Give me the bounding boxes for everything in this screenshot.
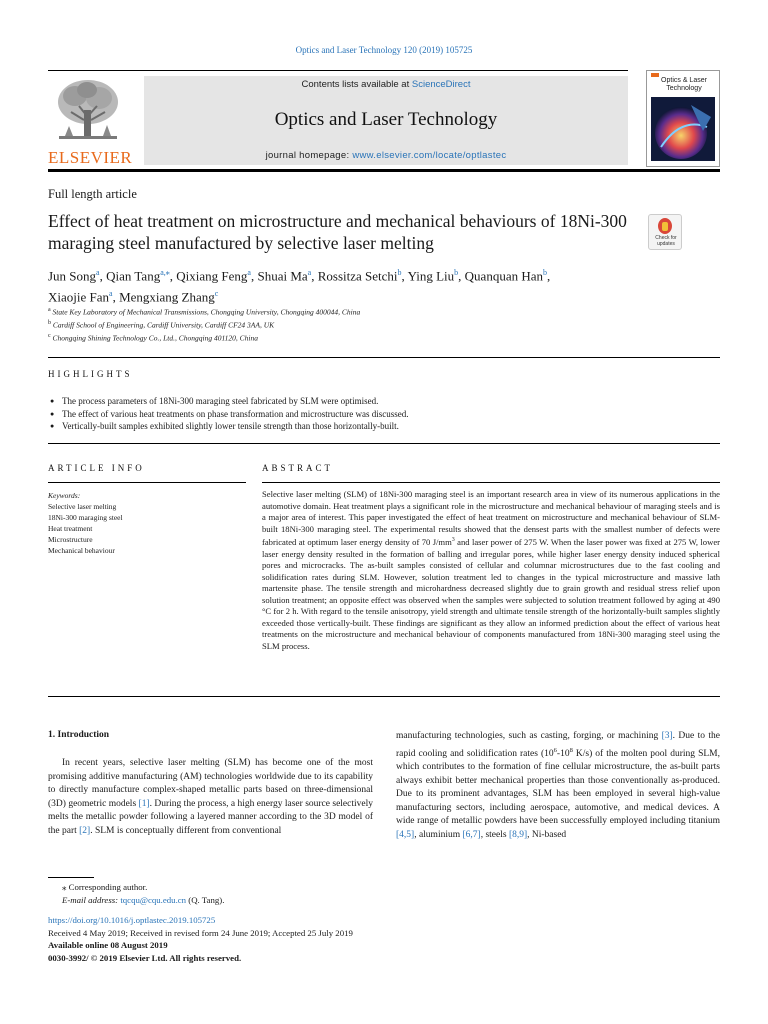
body-column-right <box>396 730 720 842</box>
corresponding-author-note: ⁎ Corresponding author. <box>62 882 148 892</box>
keyword-item: 18Ni-300 maraging steel <box>48 513 123 522</box>
keyword-item: Microstructure <box>48 535 93 544</box>
body-text: , aluminium <box>414 829 463 840</box>
body-column-left <box>48 757 373 838</box>
affiliation-item <box>48 331 548 344</box>
author-affiliation-mark[interactable]: b <box>543 268 547 277</box>
author-affiliation-mark[interactable]: c <box>214 289 219 299</box>
body-text: manufacturing technologies, such as casting, forging, or machining <box>396 731 662 741</box>
keywords-block <box>48 490 238 556</box>
author-name[interactable]: Ying Liu <box>407 268 455 284</box>
email-link[interactable]: tqcqu@cqu.edu.cn <box>120 894 187 905</box>
body-text: K/s) of the molten pool during SLM, which contributes to the formation of fine cellular microstructure, the as-built parts always exhibit better mechanical properties than those conventionally as-produced. Due to its prominent advantages, SLM has been employed in several high-value manufacturing sectors, including aerospace, automotive, and medical devices. A wide range of metallic powders have been successfully employed including titanium <box>396 748 720 827</box>
body-text: In recent years, selective laser melting (SLM) has become one of the most promising additive manufacturing (AM) technologies worldwide due to its capability to directly manufacture complex-shaped metallic parts based on three-dimensional (3D) geometric models <box>48 758 373 809</box>
journal-title: Optics and Laser Technology <box>274 109 498 130</box>
citation-link[interactable]: [6,7] <box>462 829 481 840</box>
author-affiliation-mark[interactable]: a <box>109 289 113 299</box>
affiliation-key: b <box>48 320 51 326</box>
author-affiliation-mark[interactable]: a <box>247 268 251 277</box>
citation-link[interactable]: [8,9] <box>508 829 528 840</box>
journal-masthead <box>48 70 720 173</box>
abstract-text <box>262 489 720 653</box>
elsevier-logo[interactable] <box>48 76 133 167</box>
article-info-rule <box>48 482 246 483</box>
body-text: , steels <box>480 829 509 840</box>
body-text: , Ni-based <box>527 829 567 840</box>
affiliation-list <box>48 305 548 344</box>
citation-link[interactable]: [4,5] <box>396 829 415 840</box>
doi-link[interactable]: https://doi.org/10.1016/j.optlastec.2019.105725 <box>48 915 216 925</box>
author-list: Jun Song$^a$, Qian Tang$^{a,⁎}$, Qixiang Feng$^a$, Shuai Ma$^a$, Rossitza Setchi$^b$, Ying Liu$^b$, Quanquan Han$^b$, Xiaojie Fan$^a$, Mengxiang Zhang$^c$ <box>48 268 551 305</box>
highlights-heading: HIGHLIGHTS <box>48 369 133 379</box>
masthead-bottom-rule <box>48 169 720 172</box>
homepage-link[interactable]: www.elsevier.com/locate/optlastec <box>352 150 507 161</box>
abstract-superscript: 3 <box>451 537 455 544</box>
publication-info <box>48 914 548 964</box>
author-name[interactable]: Mengxiang Zhang <box>119 289 215 305</box>
body-text: . SLM is conceptually different from conventional <box>90 825 282 836</box>
body-superscript: 8 <box>569 746 573 754</box>
sciencedirect-link[interactable]: ScienceDirect <box>411 79 471 90</box>
body-text: . Due to the rapid cooling and solidification rates (10 <box>396 731 720 759</box>
author-affiliation-mark[interactable]: a,⁎ <box>160 268 170 277</box>
highlight-item: ● The effect of various heat treatments on phase transformation and microstructure was discussed. <box>50 408 710 421</box>
journal-cover-thumbnail[interactable] <box>646 70 720 167</box>
email-suffix: (Q. Tang). <box>186 894 225 905</box>
elsevier-tree-icon <box>53 76 123 146</box>
highlight-item: ● The process parameters of 18Ni-300 maraging steel fabricated by SLM were optimised. <box>50 395 710 408</box>
author-affiliation-mark[interactable]: b <box>397 268 402 277</box>
article-info-heading: ARTICLE INFO <box>48 463 145 473</box>
highlight-item: ● Vertically-built samples exhibited slightly lower tensile strength than those horizontally-built. <box>50 420 710 433</box>
highlights-top-rule <box>48 357 720 358</box>
author-affiliation-mark[interactable]: b <box>454 268 459 277</box>
crossmark-label: Check for updates <box>655 235 677 247</box>
email-note <box>48 894 448 907</box>
citation-link[interactable]: [3] <box>661 731 673 741</box>
author-name[interactable]: Qixiang Feng <box>176 268 248 284</box>
article-type: Full length article <box>48 187 137 201</box>
citation-link[interactable]: [1] <box>138 798 150 809</box>
abstract-heading: ABSTRACT <box>262 463 334 473</box>
affiliation-text: Cardiff School of Engineering, Cardiff University, Cardiff CF24 3AA, UK <box>52 320 275 330</box>
body-text: . During the process, a high energy laser source selectively melts the metallic powder following a layered manner according to the 3D model of the part <box>48 798 373 836</box>
crossmark-bookmark-icon <box>662 222 668 231</box>
copyright-line: 0030-3992/ © 2019 Elsevier Ltd. All rights reserved. <box>48 952 242 963</box>
affiliation-text: Chongqing Shining Technology Co., Ltd., Chongqing 401120, China <box>52 333 258 343</box>
keywords-label: Keywords: <box>48 491 81 500</box>
elsevier-wordmark: ELSEVIER <box>48 148 133 167</box>
homepage-prefix: journal homepage: <box>265 150 353 161</box>
crossmark-badge[interactable] <box>648 214 682 250</box>
author-affiliation-mark[interactable]: a <box>307 268 312 277</box>
cover-art-image <box>651 97 715 161</box>
contents-line <box>144 79 628 90</box>
homepage-line <box>144 150 628 161</box>
journal-reference-link[interactable]: Optics and Laser Technology 120 (2019) 105725 <box>295 45 473 55</box>
affiliation-item <box>48 305 548 318</box>
footnotes <box>48 881 448 906</box>
received-dates: Received 4 May 2019; Received in revised form 24 June 2019; Accepted 25 July 2019 <box>48 927 353 938</box>
affiliation-item <box>48 318 548 331</box>
keyword-item: Selective laser melting <box>48 502 117 511</box>
introduction-heading: 1. Introduction <box>48 730 110 740</box>
affiliation-text: State Key Laboratory of Mechanical Transmissions, Chongqing University, Chongqing 400044, China <box>52 307 361 317</box>
abstract-part: Selective laser melting (SLM) of 18Ni-300 maraging steel is an important research area in view of its numerous applications in the automotive domain. Heat treatment plays a significant role in the microstructure and mechanical behaviour of maraging steels and is a major area of interest. This paper investigated the effect of heat treatment on microstructure and mechanical behaviour of SLM-built 18Ni-300 maraging steel. The experimental results showed that the densest parts with the smallest number of defects were fabricated at optimum laser energy density of 70 J/mm <box>262 489 720 548</box>
journal-banner <box>144 76 628 165</box>
masthead-top-rule <box>48 70 628 71</box>
affiliation-key: c <box>48 333 51 339</box>
highlights-list <box>50 395 710 433</box>
body-text: -10 <box>556 748 570 759</box>
author-name[interactable]: Shuai Ma <box>257 268 308 284</box>
article-title: Effect of heat treatment on microstructure and mechanical behaviours of 18Ni-300 maraging steel manufactured by selective laser melting <box>48 211 627 253</box>
abstract-part: and laser power of 275 W. When the laser power was fixed at 275 W, lower laser energy density resulted in the formation of balling and irregular pores, while higher laser energy density induced spherical pores and microcracks. The as-built samples consisted of cellular and columnar microstructures due to the fast cooling and solidification rates during SLM. However, solution treatment led to changes in the typical microstructure and massive lath martensite phase. The tensile strength and microhardness decreased slightly due to grain growth and residual stress relief upon solution treatment; an opposite effect was observed when the samples were subjected to solution treatment followed by aging at 490 °C for 2 h. With regard to the tensile anisotropy, yield strength and ultimate tensile strength of the horizontally-built samples slightly exceeded those vertically-built. These findings are significant as they allow an informed prediction about the effect of various heat treatments on the microstructure and mechanical behaviour of components manufactured from 18Ni-300 maraging steel using the SLM process. <box>262 537 720 651</box>
author-name[interactable]: Qian Tang <box>106 268 161 284</box>
keyword-item: Heat treatment <box>48 524 93 533</box>
author-affiliation-mark[interactable]: a <box>96 268 100 277</box>
cover-title: Optics & Laser Technology <box>661 77 707 92</box>
footnote-rule <box>48 877 94 878</box>
author-name[interactable]: Rossitza Setchi <box>317 268 398 284</box>
author-name[interactable]: Xiaojie Fan <box>48 289 110 305</box>
abstract-bottom-rule <box>48 696 720 697</box>
author-name[interactable]: Quanquan Han <box>464 268 543 284</box>
keyword-item: Mechanical behaviour <box>48 546 115 555</box>
abstract-rule <box>262 482 720 483</box>
author-name[interactable]: Jun Song <box>48 268 97 284</box>
email-label: E-mail address: <box>62 894 121 905</box>
citation-link[interactable]: [2] <box>79 825 91 836</box>
highlights-bottom-rule <box>48 443 720 444</box>
body-superscript: 6 <box>553 746 557 754</box>
available-online-date: Available online 08 August 2019 <box>48 940 168 950</box>
contents-prefix: Contents lists available at <box>301 79 412 90</box>
affiliation-key: a <box>48 307 51 313</box>
